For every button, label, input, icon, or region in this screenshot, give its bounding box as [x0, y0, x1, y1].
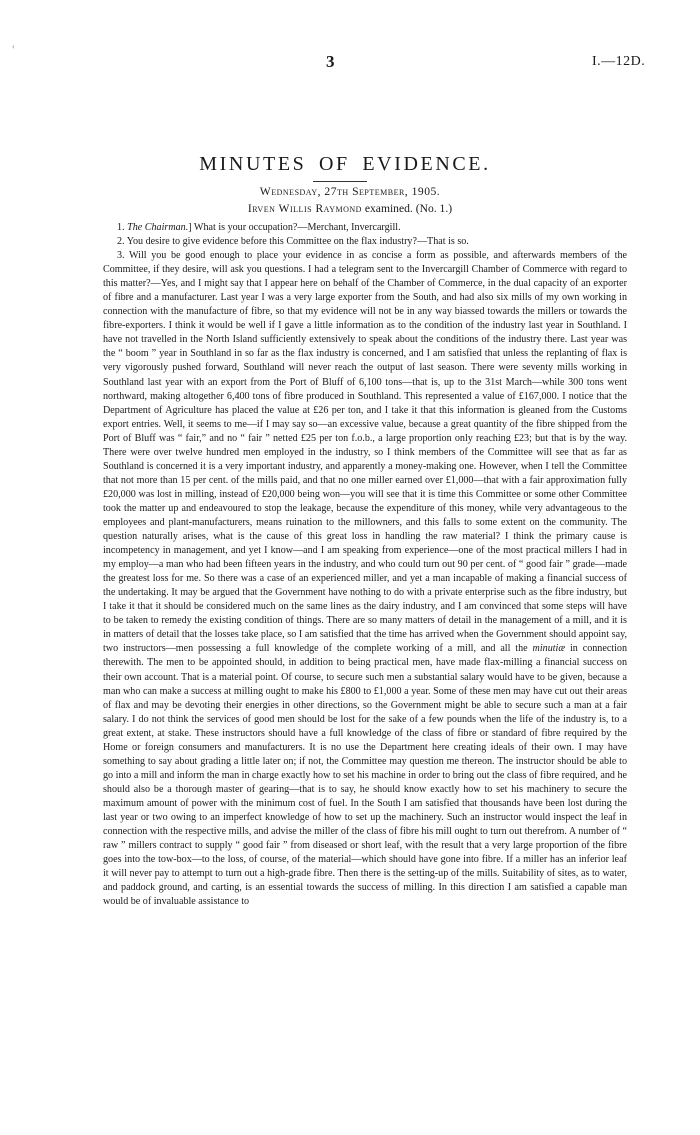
witness-status: examined. (No. 1.) [361, 202, 453, 215]
evidence-paragraph-2 [103, 235, 627, 249]
session-date: Wednesday, 27th September, 1905. [259, 185, 441, 198]
evidence-body [103, 221, 627, 909]
margin-mark: ‹ [12, 42, 15, 51]
paragraph-text-continued: in connection therewith. The men to be appointed should, in addition to being practical men, have made flax-milling a financial success on their own account. That is a material point. Of course, to secure such men a substantial salary would have to be given, because a man who can make a success at milling ought to make his £800 to £1,000 a year. Some of these men may have cut out their areas of flax and may be devoting their energies in other directions, so the Government might be able to secure such a man at a fair salary. I do not think the services of good men should be lost for the sake of a few pounds when the life of the industry is, to a great extent, at stake. These instructors should have a full knowledge of the class of fibre or standard of fibre required by the Home or foreign consumers and manufacturers. It is no use the Department here creating ideals of their own. I may have something to say about grading a little later on; if not, the Committee may question me thereon. The instructor should be able to go into a mill and inform the man in charge exactly how to set his machine in order to bring out the class of fibre required, and he should also be a thorough master of gearing—that is to say, he should know exactly how to set his machinery to secure the maximum amount of power with the minimum cost of fuel. In the South I am satisfied that thousands have been lost during the last year or two owing to an imperfect knowledge of how to set up the machinery. Such an instructor would inspect the leaf in connection with the respective mills, and advise the miller of the class of fibre his mill ought to turn out therefrom. A number of “ raw ” millers contract to supply “ good fair ” from diseased or short leaf, with the result that a very large proportion of the fibre goes into the tow-box—to the loss, of course, of the material—which should have gone into fibre. If a miller has an inferior leaf it will never pay to attempt to turn out a high-grade fibre. Then there is the setting-up of the mills. Suitability of sites, as to water, and paddock ground, and carting, is an essential towards the success of milling. In this direction I am satisfied a capable man would be of invaluable assistance to [103, 643, 627, 908]
paragraph-text: ] What is your occupation?—Merchant, Invercargill. [188, 222, 401, 233]
page-title: MINUTES OF EVIDENCE. [199, 153, 491, 175]
evidence-paragraph-1 [103, 221, 627, 235]
paragraph-number: 2. [117, 236, 127, 248]
paragraph-number: 1. [117, 222, 128, 233]
document-reference: I.—12D. [592, 54, 646, 69]
paragraph-number: 3. [117, 250, 130, 262]
speaker-name: The Chairman. [127, 222, 189, 233]
evidence-paragraph-3 [103, 249, 627, 909]
paragraph-text: Will you be good enough to place your evidence in as concise a form as possible, and afterwards members of the Committee, if they desire, will ask you questions. I had a telegram sent to the Invercargill Chamber of Commerce with regard to this matter?—Yes, and I might say that I appear here on behalf of the Chamber of Commerce, in the dual capacity of an exporter of fibre and a manufacturer. Last year I was a very large exporter from the South, and had also six mills of my own working in connection with the manufacture of fibre, so that my evidence will not be in any way biassed towards the millers or towards the fibre-exporters. I think it would be well if I gave a little information as to the condition of the industry last year in Southland. I have not travelled in the North Island sufficiently extensively to speak about the conditions of the industry there. Last year was the “ boom ” year in Southland in so far as the flax industry is concerned, and I am satisfied that unless the replanting of flax is very vigorously pushed forward, Southland will never reach the output of last season. There were seventy mills working in Southland last year with an export from the Port of Bluff of 6,100 tons—that is, up to the 31st March—while 300 tons went northward, making altogether 6,400 tons of fibre produced in Southland. This represented a value of £167,000. I notice that the Department of Agriculture has placed the value at £26 per ton, and I take it that this information is gleaned from the Customs export entries. Well, it seems to me—if I may say so—an excessive value, because a great quantity of the fibre shipped from the Port of Bluff was “ fair,” and no “ fair ” netted £25 per ton f.o.b., a large proportion only reaching £23; but that is by the way. There were over twelve hundred men employed in the industry, so I think members of the Committee will see that as far as Southland is concerned it is a very important industry, and apparently a money-making one. However, when I tell the Committee that not more than 15 per cent. of the mills paid, and that no one miller earned over £1,000—that with a fair approximation fully £20,000 was lost in milling, instead of £20,000 being won—you will see that it is time this Committee or some other Committee took the matter up and endeavoured to stop the leakage, because the expenditure of this money, while very advantageous to the employees and plant-manufacturers, means ruination to the millowners, and this falls to some extent on the community. The question naturally arises, what is the cause of this great loss in handling the raw material? I think the primary cause is incompetency in management, and yet I know—and I am speaking from experience—one of the most practical millers I had in my employ—a man who had been fifteen years in the industry, and who could turn out 90 per cent. of “ good fair ” grade—made the greatest loss for me. So there was a case of an experienced miller, and yet a man incapable of making a financial success of the undertaking. It may be argued that the Government have nothing to do with a private enterprise such as the fibre industry, but I take it that it should be considered much on the same lines as the dairy industry, and I am convinced that some steps will have to be taken to remedy the existing condition of things. There are so many matters of detail in the management of a mill, and it is in matters of detail that the losses take place, so I am satisfied that the time has arrived when the Government should appoint say, two instructors—men possessing a full knowledge of the complete working of a mill, and all the [103, 250, 627, 655]
witness-line [0, 202, 700, 215]
paragraph-text: You desire to give evidence before this Committee on the flax industry?—That is so. [126, 236, 469, 248]
italic-term: minutiæ [532, 643, 566, 655]
title-divider [313, 181, 367, 182]
witness-name: Irven Willis Raymond [247, 202, 362, 215]
page-number: 3 [326, 52, 335, 71]
